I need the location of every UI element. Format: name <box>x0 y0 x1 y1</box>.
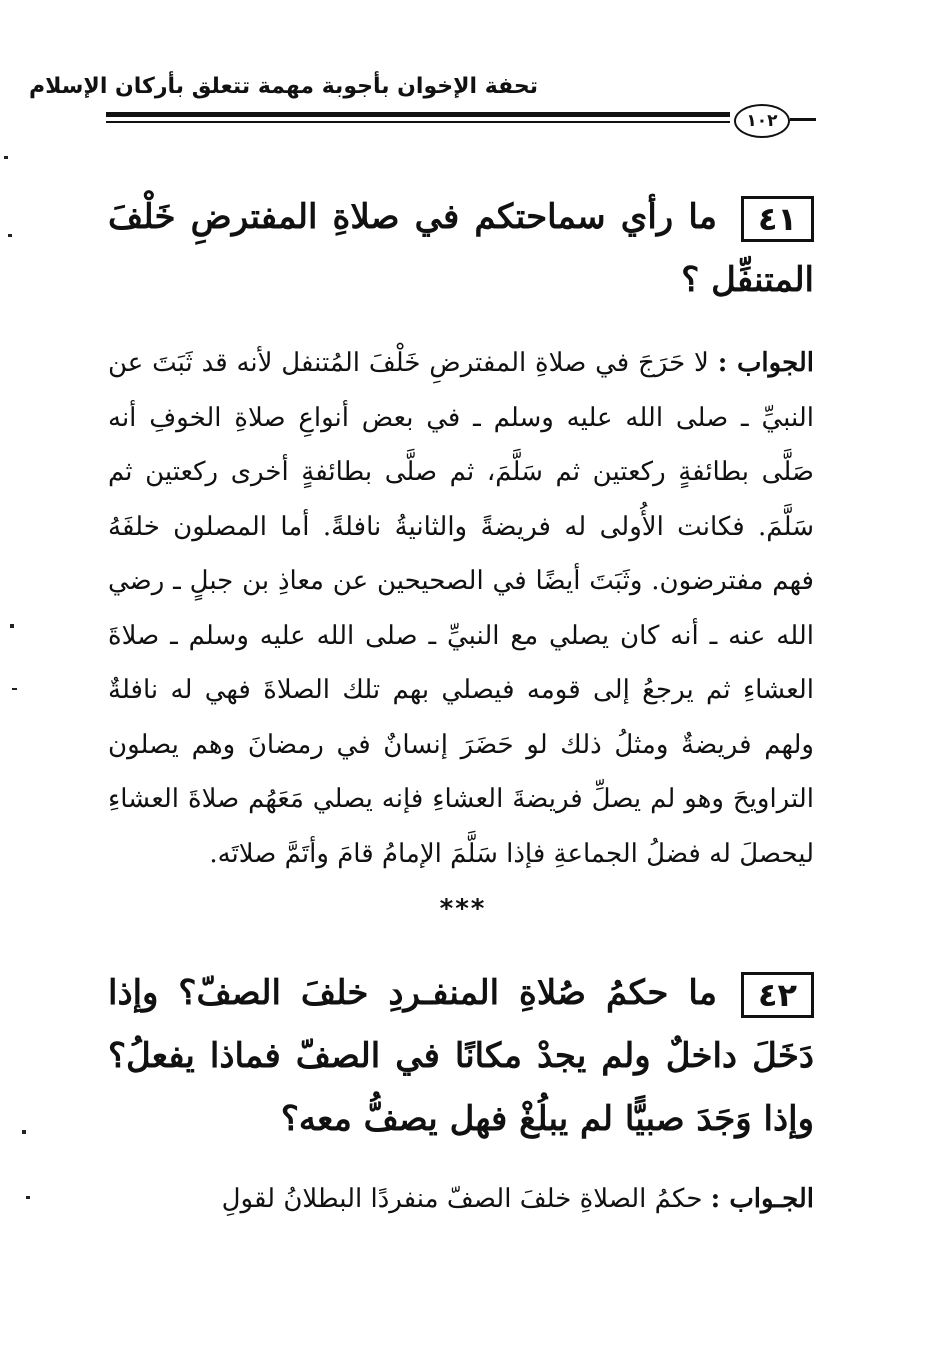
answer-42-label: الجـواب : <box>710 1184 814 1214</box>
answer-42 <box>108 1172 814 1227</box>
question-number-41: ٤١ <box>741 196 814 242</box>
header-rule-short <box>790 118 816 121</box>
answer-41 <box>108 336 814 881</box>
scan-speck <box>8 234 12 237</box>
scan-speck <box>4 156 8 159</box>
answer-42-text: حكمُ الصلاةِ خلفَ الصفّ منفردًا البطلانُ لقولِ <box>221 1184 703 1214</box>
scan-speck <box>10 624 14 628</box>
question-42 <box>108 962 814 1151</box>
running-title: تحفة الإخوان بأجوبة مهمة تتعلق بأركان الإسلام <box>28 74 538 99</box>
answer-41-text: لا حَرَجَ في صلاةِ المفترضِ خَلْفَ المُتنفل لأنه قد ثَبَتَ عن النبيِّ ـ صلى الله عليه وسلم ـ في بعض أنواعِ صلاةِ الخوفِ أنه صَلَّى بطائفةٍ ركعتين ثم سَلَّمَ، ثم صلَّى بطائفةٍ أخرى ركعتين ثم سَلَّمَ. فكانت الأُولى له فريضةً والثانيةُ نافلةً. أما المصلون خلفَهُ فهم مفترضون. وثَبَتَ أيضًا في الصحيحين عن معاذِ بن جبلٍ ـ رضي الله عنه ـ أنه كان يصلي مع النبيِّ ـ صلى الله عليه وسلم ـ صلاةَ العشاءِ ثم يرجعُ إلى قومه فيصلي بهم تلك الصلاةَ فهي له نافلةٌ ولهم فريضةٌ ومثلُ ذلك لو حَضَرَ إنسانٌ في رمضانَ وهم يصلون التراويحَ وهو لم يصلِّ فريضةَ العشاءِ فإنه يصلي مَعَهُم صلاةَ العشاءِ ليحصلَ له فضلُ الجماعةِ فإذا سَلَّمَ الإمامُ قامَ وأتَمَّ صلاتَه. <box>108 348 815 869</box>
page-number: ١٠٢ <box>734 104 790 138</box>
section-separator: *** <box>439 894 487 924</box>
question-number-42: ٤٢ <box>741 972 814 1018</box>
header-rule-thick <box>106 112 730 117</box>
scan-speck <box>22 1130 26 1134</box>
scan-speck <box>26 1196 30 1199</box>
header-rule-thin <box>106 121 730 123</box>
question-41-text: ما رأي سماحتكم في صلاةِ المفترضِ خَلْفَ المتنفِّل ؟ <box>108 197 814 300</box>
question-41 <box>108 186 814 312</box>
answer-41-label: الجواب : <box>717 348 815 378</box>
question-42-text: ما حكمُ صُلاةِ المنفـردِ خلفَ الصفّ؟ وإذا دَخَلَ داخلٌ ولم يجدْ مكانًا في الصفّ فماذا يفعلُ؟ وإذا وَجَدَ صبيًّا لم يبلُغْ فهل يصفُّ معه؟ <box>108 973 814 1139</box>
scan-speck <box>12 688 17 690</box>
